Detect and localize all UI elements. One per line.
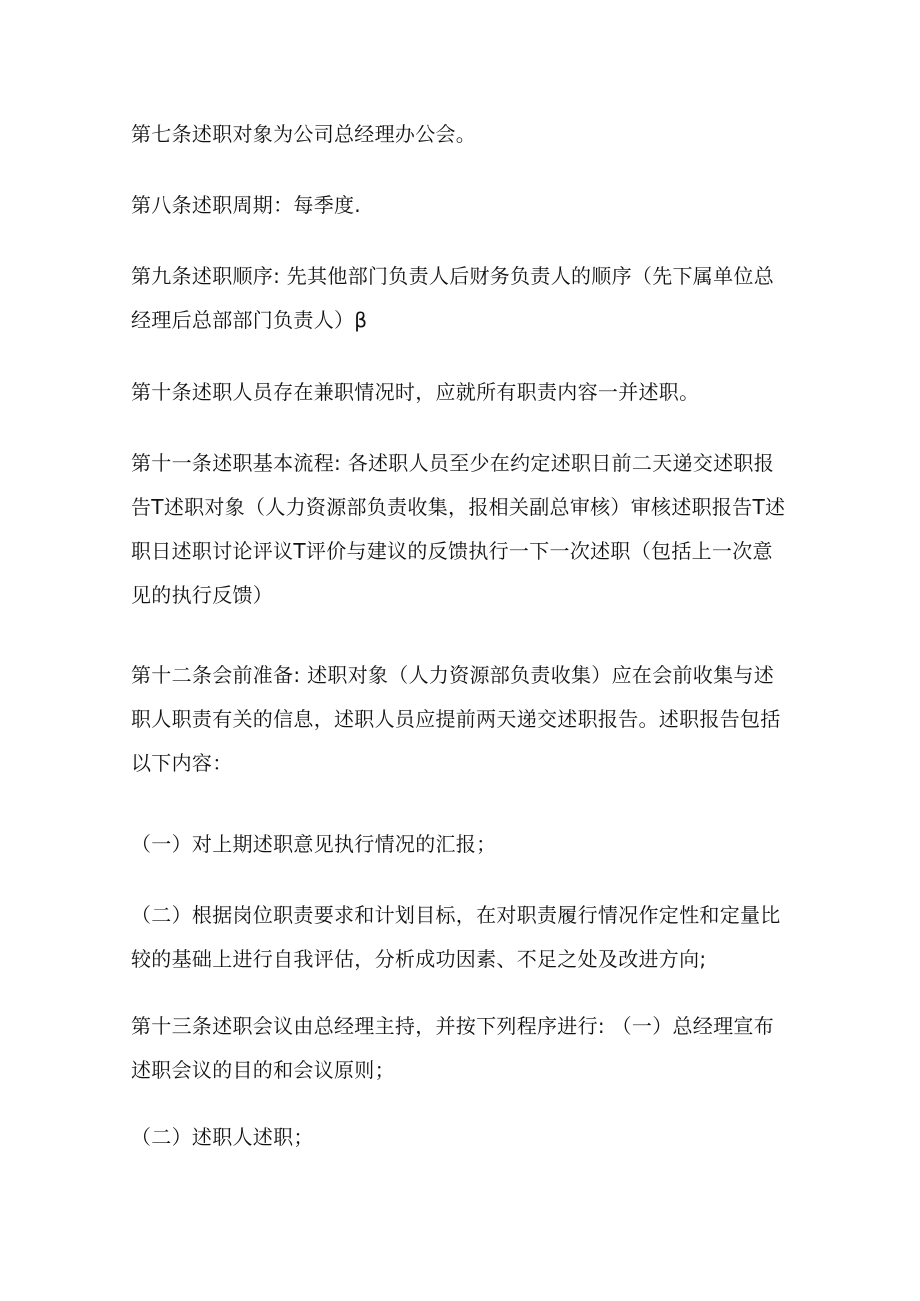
paragraph-item-2: （二）根据岗位职责要求和计划目标，在对职责履行情况作定性和定量比较的基础上进行自我评估，分析成功因素、不足之处及改进方向; <box>131 903 781 971</box>
paragraph-article-7: 第七条述职对象为公司总经理办公会。 <box>131 122 477 146</box>
paragraph-article-10: 第十条述职人员存在兼职情况时，应就所有职责内容一并述职。 <box>131 380 700 404</box>
paragraph-item-2-speech: （二）述职人述职； <box>131 1125 314 1149</box>
paragraph-article-9: 第九条述职顺序: 先其他部门负责人后财务负责人的顺序（先下属单位总经理后总部部门负责人）β <box>131 264 774 332</box>
paragraph-article-8: 第八条述职周期：每季度. <box>131 193 361 217</box>
paragraph-article-13: 第十三条述职会议由总经理主持，并按下列程序进行: （一）总经理宣布述职会议的目的和会议原则； <box>131 1014 774 1082</box>
paragraph-article-12: 第十二条会前准备: 述职对象（人力资源部负责收集）应在会前收集与述职人职责有关的信息，述职人员应提前两天递交述职报告。述职报告包括以下内容： <box>131 663 781 775</box>
paragraph-item-1: （一）对上期述职意见执行情况的汇报； <box>131 832 497 856</box>
paragraph-article-11: 第十一条述职基本流程: 各述职人员至少在约定述职日前二天递交述职报告T述职对象（人力资源部负责收集，报相关副总审核）审核述职报告T述职日述职讨论评议T评价与建议的反馈执行一下一次述职（包括上一次意见的执行反馈） <box>131 451 786 607</box>
